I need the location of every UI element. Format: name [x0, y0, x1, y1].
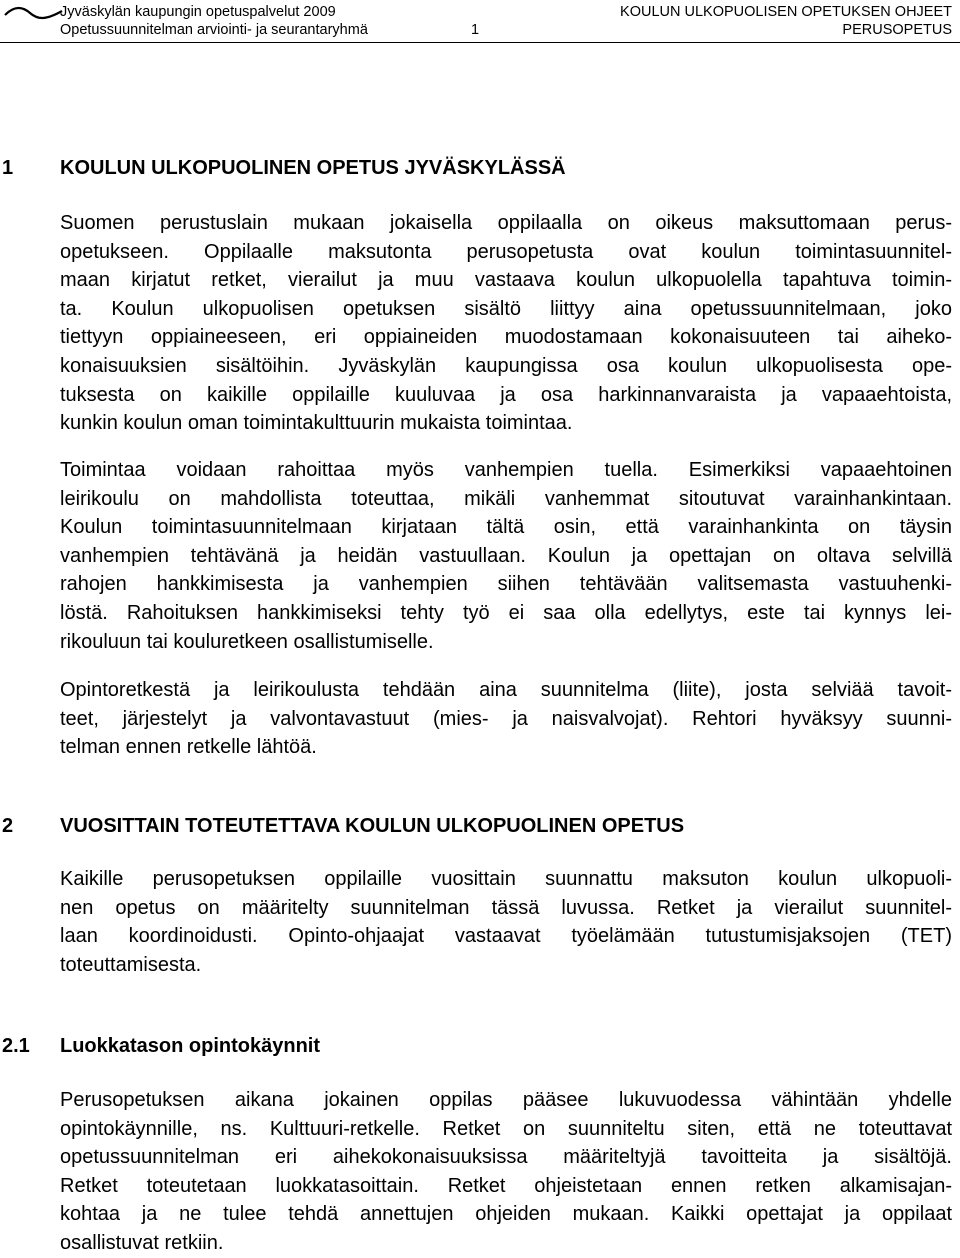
paragraph [60, 456, 952, 656]
section-number: 1 [2, 157, 14, 179]
header-divider [0, 42, 960, 43]
text-line: ta. Koulun ulkopuolisen opetuksen sisältö liittyy aina opetussuunnitelmaan, joko [60, 297, 952, 320]
page-header [0, 0, 960, 44]
paragraph [60, 676, 952, 762]
paragraph [60, 209, 952, 438]
text-line: toteuttamisesta. [60, 953, 202, 976]
text-line: osallistuvat retkiin. [60, 1231, 224, 1254]
header-document-subtitle: PERUSOPETUS [842, 22, 952, 38]
text-line: Perusopetuksen aikana jokainen oppilas pääsee lukuvuodessa vähintään yhdelle [60, 1089, 952, 1111]
section-number: 2 [2, 815, 14, 837]
section-number: 2.1 [2, 1035, 30, 1057]
text-line: leirikoulu on mahdollista toteuttaa, mikäli vanhemmat sitoutuvat varainhankintaan. [60, 487, 952, 510]
text-line: opetussuunnitelman eri aihekokonaisuuksissa määriteltyjä tavoitteita ja sisältöjä. [60, 1146, 952, 1169]
header-document-title: KOULUN ULKOPUOLISEN OPETUKSEN OHJEET [620, 4, 952, 20]
text-line: Opintoretkestä ja leirikoulusta tehdään aina suunnitelma (liite), josta selviää tavoit- [60, 679, 952, 701]
text-line: Retket toteutetaan luokkatasoittain. Retket ohjeistetaan ennen retken alkamisajan- [60, 1174, 952, 1197]
text-line: maan kirjatut retket, vierailut ja muu vastaava koulun ulkopuolella tapahtuva toimin- [60, 269, 952, 292]
text-line: Suomen perustuslain mukaan jokaisella oppilaalla on oikeus maksuttomaan perus- [60, 212, 952, 234]
text-line: tiettyyn oppiaineeseen, eri oppiaineiden muodostamaan kokonaisuuteen tai aiheko- [60, 326, 952, 349]
text-line: laan koordinoidusti. Opinto-ohjaajat vastaavat työelämään tutustumisjaksojen (TET) [60, 925, 952, 948]
paragraph [60, 865, 952, 979]
text-line: kunkin koulun oman toimintakulttuurin mukaista toimintaa. [60, 412, 573, 435]
page-number: 1 [471, 22, 480, 38]
text-line: teet, järjestelyt ja valvontavastuut (mies- ja naisvalvojat). Rehtori hyväksyy suunni- [60, 707, 952, 730]
text-line: Koulun toimintasuunnitelmaan kirjataan tältä osin, että varainhankinta on täysin [60, 516, 952, 539]
text-line: löstä. Rahoituksen hankkimiseksi tehty työ ei saa olla edellytys, este tai kynnys lei- [60, 601, 952, 624]
text-line: telman ennen retkelle lähtöä. [60, 736, 317, 759]
text-line: rikouluun tai kouluretkeen osallistumiselle. [60, 630, 434, 653]
text-line: konaisuuksien sisältöihin. Jyväskylän kaupungissa osa koulun ulkopuolisesta ope- [60, 354, 952, 377]
paragraph [60, 1086, 952, 1258]
text-line: Toimintaa voidaan rahoittaa myös vanhempien tuella. Esimerkiksi vapaaehtoinen [60, 459, 952, 481]
section-title: VUOSITTAIN TOTEUTETTAVA KOULUN ULKOPUOLINEN OPETUS [60, 815, 685, 837]
text-line: opintokäynnille, ns. Kulttuuri-retkelle. Retket on suunniteltu siten, että ne toteuttavat [60, 1117, 952, 1140]
section-title: Luokkatason opintokäynnit [60, 1035, 321, 1057]
wave-logo-icon [4, 6, 64, 20]
text-line: rahojen hankkimisesta ja vanhempien siihen tehtävään valitsemasta vastuuhenki- [60, 573, 952, 596]
header-organization: Jyväskylän kaupungin opetuspalvelut 2009 [60, 4, 336, 20]
text-line: vanhempien tehtävänä ja heidän vastuullaan. Koulun ja opettajan on oltava selvillä [60, 544, 952, 567]
section-title: KOULUN ULKOPUOLINEN OPETUS JYVÄSKYLÄSSÄ [60, 157, 566, 179]
text-line: Kaikille perusopetuksen oppilaille vuosittain suunnattu maksuton koulun ulkopuoli- [60, 868, 952, 890]
header-group: Opetussuunnitelman arviointi- ja seurantaryhmä [60, 22, 368, 38]
text-line: tuksesta on kaikille oppilaille kuuluvaa ja osa harkinnanvaraista ja vapaaehtoista, [60, 383, 952, 406]
text-line: kohtaa ja ne tulee tehdä annettujen ohjeiden mukaan. Kaikki opettajat ja oppilaat [60, 1203, 952, 1226]
text-line: opetukseen. Oppilaalle maksutonta perusopetusta ovat koulun toimintasuunnitel- [60, 240, 952, 263]
text-line: nen opetus on määritelty suunnitelman tässä luvussa. Retket ja vierailut suunnitel- [60, 896, 952, 919]
